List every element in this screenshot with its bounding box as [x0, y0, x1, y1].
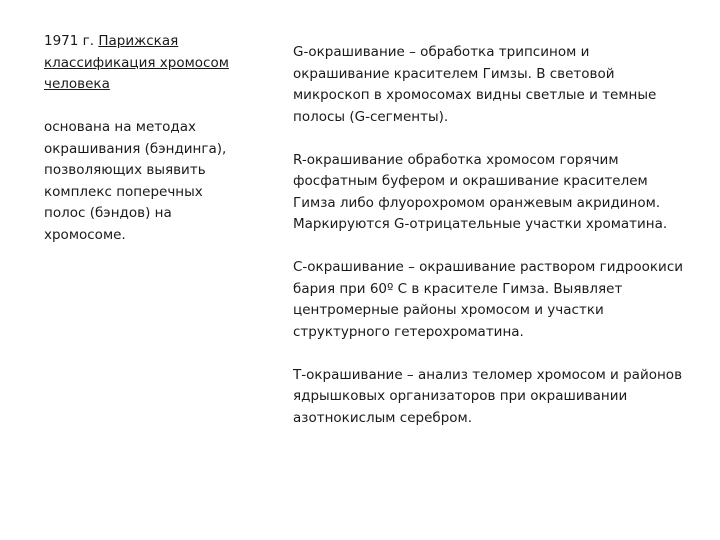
t-banding-paragraph: Т-окрашивание – анализ теломер хромосом и районов ядрышковых организаторов при окрашивании азотнокислым серебром.: [293, 366, 683, 426]
r-banding-paragraph: R-окрашивание обработка хромосом горячим фосфатным буфером и окрашивание красителем Гимза либо флуорохромом оранжевым акридином. Маркируются G-отрицательные участки хроматина.: [293, 151, 668, 232]
c-banding-paragraph: С-окрашивание – окрашивание раствором гидроокиси бария при 60º С в красителе Гимза. Выявляет центромерные районы хромосом и участки структурного гетерохроматина.: [293, 259, 684, 340]
heading-year: 1971 г.: [44, 33, 99, 49]
left-column: [44, 31, 244, 246]
classification-heading: [44, 31, 244, 96]
paris-classification-link[interactable]: Парижская классификация хромосом человека: [44, 33, 229, 92]
right-column: [293, 42, 688, 451]
g-banding-paragraph: G-окрашивание – обработка трипсином и окрашивание красителем Гимзы. В световой микроскоп в хромосомах видны светлые и темные полосы (G-сегменты).: [293, 44, 657, 125]
classification-description: основана на методах окрашивания (бэндинга), позволяющих выявить комплекс поперечных полос (бэндов) на хромосоме.: [44, 119, 227, 243]
